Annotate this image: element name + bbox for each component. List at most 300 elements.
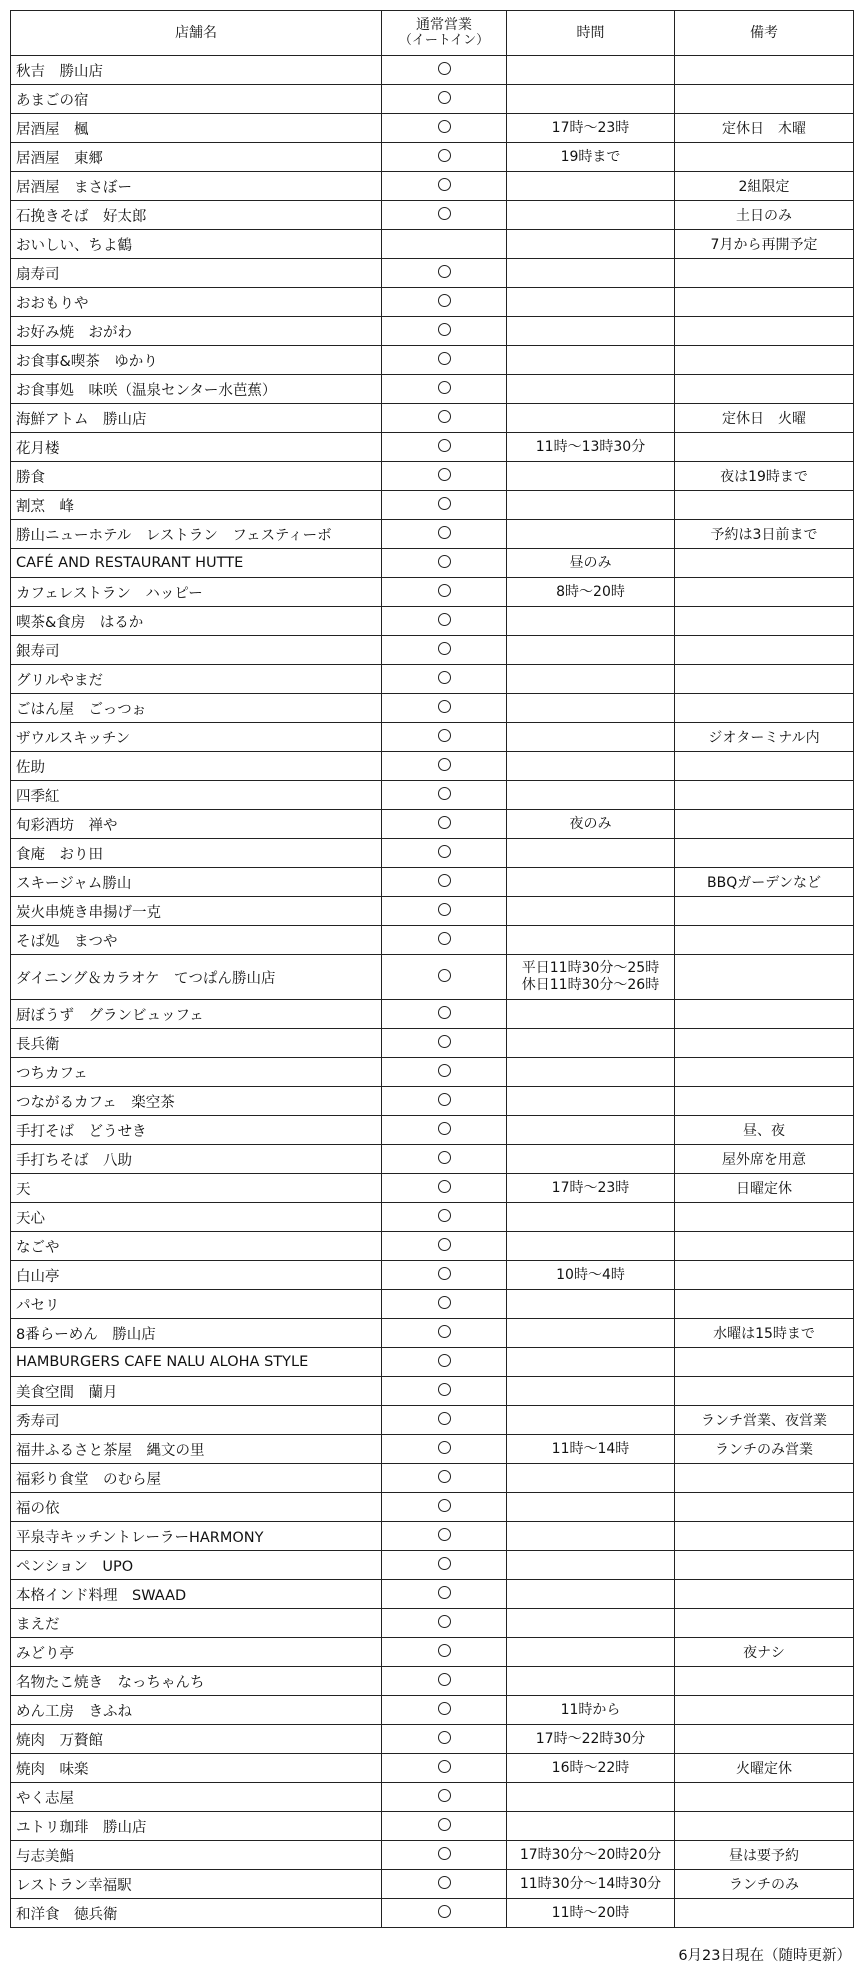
hours-cell	[507, 56, 675, 85]
notes-cell: 予約は3日前まで	[675, 520, 854, 549]
eat-in-status-cell	[382, 433, 507, 462]
eat-in-status-cell	[382, 1464, 507, 1493]
eat-in-status-cell	[382, 955, 507, 1000]
eat-in-status-cell	[382, 578, 507, 607]
store-name-cell: ペンション UPO	[11, 1551, 382, 1580]
open-circle-icon	[438, 497, 451, 510]
open-circle-icon	[438, 1006, 451, 1019]
open-circle-icon	[438, 1818, 451, 1831]
notes-cell	[675, 1203, 854, 1232]
notes-cell	[675, 85, 854, 114]
eat-in-status-cell	[382, 1261, 507, 1290]
store-name-cell: 天	[11, 1174, 382, 1203]
hours-cell	[507, 404, 675, 433]
notes-cell	[675, 694, 854, 723]
eat-in-status-cell	[382, 1232, 507, 1261]
hours-cell	[507, 1058, 675, 1087]
store-name-cell: パセリ	[11, 1290, 382, 1319]
table-row	[11, 230, 854, 259]
eat-in-status-cell	[382, 723, 507, 752]
open-circle-icon	[438, 1035, 451, 1048]
table-row	[11, 1116, 854, 1145]
open-circle-icon	[438, 1876, 451, 1889]
hours-cell	[507, 694, 675, 723]
notes-cell	[675, 1377, 854, 1406]
open-circle-icon	[438, 932, 451, 945]
hours-cell	[507, 1841, 675, 1870]
notes-cell	[675, 1464, 854, 1493]
notes-cell	[675, 1000, 854, 1029]
table-row	[11, 1696, 854, 1725]
hours-cell	[507, 868, 675, 897]
hours-text: 11時から	[560, 1701, 621, 1718]
eat-in-status-cell	[382, 1522, 507, 1551]
hours-text-line2: 休日11時30分〜26時	[521, 977, 660, 993]
hours-cell	[507, 114, 675, 143]
open-circle-icon	[438, 903, 451, 916]
notes-cell	[675, 1580, 854, 1609]
notes-cell	[675, 1899, 854, 1928]
table-row	[11, 897, 854, 926]
store-name-cell: お食事処 味咲（温泉センター水芭蕉）	[11, 375, 382, 404]
open-circle-icon	[438, 526, 451, 539]
table-row	[11, 1319, 854, 1348]
store-name-cell: 手打ちそば 八助	[11, 1145, 382, 1174]
notes-cell: 火曜定休	[675, 1754, 854, 1783]
open-circle-icon	[438, 758, 451, 771]
header-store-name: 店舗名	[11, 11, 382, 56]
open-circle-icon	[438, 1064, 451, 1077]
open-circle-icon	[438, 410, 451, 423]
notes-cell	[675, 317, 854, 346]
hours-cell	[507, 143, 675, 172]
eat-in-status-cell	[382, 636, 507, 665]
table-row	[11, 491, 854, 520]
open-circle-icon	[438, 1789, 451, 1802]
eat-in-status-cell	[382, 114, 507, 143]
eat-in-status-cell	[382, 1812, 507, 1841]
open-circle-icon	[438, 1412, 451, 1425]
notes-cell: 土日のみ	[675, 201, 854, 230]
open-circle-icon	[438, 1673, 451, 1686]
store-name-cell: 勝食	[11, 462, 382, 491]
hours-cell	[507, 897, 675, 926]
notes-cell	[675, 897, 854, 926]
hours-text: 11時30分〜14時30分	[519, 1875, 662, 1892]
hours-cell	[507, 1812, 675, 1841]
table-row	[11, 143, 854, 172]
hours-cell	[507, 230, 675, 259]
notes-cell: 水曜は15時まで	[675, 1319, 854, 1348]
open-circle-icon	[438, 1209, 451, 1222]
store-name-cell: 福井ふるさと茶屋 縄文の里	[11, 1435, 382, 1464]
table-row	[11, 462, 854, 491]
store-name-cell: やく志屋	[11, 1783, 382, 1812]
store-name-cell: まえだ	[11, 1609, 382, 1638]
notes-cell	[675, 955, 854, 1000]
eat-in-status-cell	[382, 259, 507, 288]
notes-cell: ランチのみ営業	[675, 1435, 854, 1464]
table-row	[11, 114, 854, 143]
store-name-cell: 佐助	[11, 752, 382, 781]
notes-cell: ランチのみ	[675, 1870, 854, 1899]
open-circle-icon	[438, 62, 451, 75]
open-circle-icon	[438, 671, 451, 684]
restaurant-list-sheet	[10, 10, 853, 1928]
table-body	[11, 56, 854, 1928]
store-name-cell: ザウルスキッチン	[11, 723, 382, 752]
hours-cell	[507, 926, 675, 955]
hours-cell	[507, 1435, 675, 1464]
open-circle-icon	[438, 439, 451, 452]
table-row	[11, 346, 854, 375]
open-circle-icon	[438, 178, 451, 191]
eat-in-status-cell	[382, 317, 507, 346]
eat-in-status-cell	[382, 1696, 507, 1725]
open-circle-icon	[438, 1151, 451, 1164]
eat-in-status-cell	[382, 230, 507, 259]
notes-cell	[675, 607, 854, 636]
notes-cell	[675, 1290, 854, 1319]
eat-in-status-cell	[382, 404, 507, 433]
eat-in-status-cell	[382, 1290, 507, 1319]
hours-cell	[507, 85, 675, 114]
open-circle-icon	[438, 1093, 451, 1106]
eat-in-status-cell	[382, 172, 507, 201]
eat-in-status-cell	[382, 1174, 507, 1203]
eat-in-status-cell	[382, 1493, 507, 1522]
store-name-cell: 旬彩酒坊 禅や	[11, 810, 382, 839]
store-name-cell: 手打そば どうせき	[11, 1116, 382, 1145]
eat-in-status-cell	[382, 1087, 507, 1116]
eat-in-status-cell	[382, 56, 507, 85]
table-row	[11, 1870, 854, 1899]
hours-cell	[507, 607, 675, 636]
hours-cell	[507, 1116, 675, 1145]
eat-in-status-cell	[382, 143, 507, 172]
table-row	[11, 868, 854, 897]
notes-cell	[675, 1522, 854, 1551]
eat-in-status-cell	[382, 1667, 507, 1696]
open-circle-icon	[438, 352, 451, 365]
table-row	[11, 694, 854, 723]
table-row	[11, 636, 854, 665]
eat-in-status-cell	[382, 665, 507, 694]
store-name-cell: ごはん屋 ごっつぉ	[11, 694, 382, 723]
hours-cell	[507, 346, 675, 375]
hours-cell	[507, 462, 675, 491]
hours-cell	[507, 1667, 675, 1696]
open-circle-icon	[438, 91, 451, 104]
hours-cell	[507, 955, 675, 1000]
open-circle-icon	[438, 845, 451, 858]
store-name-cell: CAFÉ AND RESTAURANT HUTTE	[11, 549, 382, 578]
notes-cell: 2組限定	[675, 172, 854, 201]
notes-cell	[675, 1812, 854, 1841]
hours-text: 16時〜22時	[551, 1759, 630, 1776]
hours-cell	[507, 375, 675, 404]
eat-in-status-cell	[382, 549, 507, 578]
table-row	[11, 1377, 854, 1406]
notes-cell	[675, 549, 854, 578]
hours-text: 8時〜20時	[556, 583, 625, 600]
store-name-cell: 居酒屋 まさぼー	[11, 172, 382, 201]
open-circle-icon	[438, 1470, 451, 1483]
store-name-cell: グリルやまだ	[11, 665, 382, 694]
open-circle-icon	[438, 381, 451, 394]
table-row	[11, 1000, 854, 1029]
hours-text: 平日11時30分〜25時	[521, 960, 660, 976]
notes-cell	[675, 636, 854, 665]
eat-in-status-cell	[382, 1783, 507, 1812]
notes-cell	[675, 491, 854, 520]
table-row	[11, 723, 854, 752]
hours-cell	[507, 1348, 675, 1377]
table-row	[11, 404, 854, 433]
store-name-cell: ダイニング＆カラオケ てつぱん勝山店	[11, 955, 382, 1000]
open-circle-icon	[438, 969, 451, 982]
hours-cell	[507, 1580, 675, 1609]
hours-text: 11時〜13時30分	[535, 438, 646, 455]
hours-cell	[507, 1551, 675, 1580]
table-row	[11, 1580, 854, 1609]
notes-cell	[675, 259, 854, 288]
notes-cell	[675, 665, 854, 694]
table-row	[11, 607, 854, 636]
header-row	[11, 11, 854, 56]
notes-cell	[675, 1087, 854, 1116]
table-row	[11, 1551, 854, 1580]
notes-cell	[675, 1348, 854, 1377]
open-circle-icon	[438, 1615, 451, 1628]
table-row	[11, 781, 854, 810]
notes-cell	[675, 375, 854, 404]
open-circle-icon	[438, 1180, 451, 1193]
table-row	[11, 172, 854, 201]
hours-cell	[507, 491, 675, 520]
open-circle-icon	[438, 1238, 451, 1251]
store-name-cell: 焼肉 味楽	[11, 1754, 382, 1783]
notes-cell	[675, 578, 854, 607]
store-name-cell: 与志美鮨	[11, 1841, 382, 1870]
open-circle-icon	[438, 1383, 451, 1396]
table-row	[11, 1203, 854, 1232]
table-row	[11, 375, 854, 404]
store-name-cell: 海鮮アトム 勝山店	[11, 404, 382, 433]
hours-cell	[507, 1029, 675, 1058]
open-circle-icon	[438, 149, 451, 162]
open-circle-icon	[438, 874, 451, 887]
notes-cell: BBQガーデンなど	[675, 868, 854, 897]
eat-in-status-cell	[382, 1203, 507, 1232]
hours-cell	[507, 1609, 675, 1638]
hours-cell	[507, 1899, 675, 1928]
notes-cell: 昼は要予約	[675, 1841, 854, 1870]
table-row	[11, 1754, 854, 1783]
open-circle-icon	[438, 1557, 451, 1570]
table-row	[11, 1667, 854, 1696]
notes-cell	[675, 1696, 854, 1725]
store-name-cell: 四季紅	[11, 781, 382, 810]
hours-cell	[507, 549, 675, 578]
notes-cell	[675, 1551, 854, 1580]
open-circle-icon	[438, 1354, 451, 1367]
table-row	[11, 1609, 854, 1638]
table-row	[11, 259, 854, 288]
eat-in-status-cell	[382, 520, 507, 549]
open-circle-icon	[438, 816, 451, 829]
table-row	[11, 1783, 854, 1812]
notes-cell: ランチ営業、夜営業	[675, 1406, 854, 1435]
store-name-cell: おおもりや	[11, 288, 382, 317]
hours-text: 19時まで	[560, 148, 621, 165]
table-row	[11, 1841, 854, 1870]
table-row	[11, 1435, 854, 1464]
eat-in-status-cell	[382, 1638, 507, 1667]
store-name-cell: 白山亭	[11, 1261, 382, 1290]
open-circle-icon	[438, 1760, 451, 1773]
table-row	[11, 955, 854, 1000]
notes-cell	[675, 143, 854, 172]
notes-cell: 7月から再開予定	[675, 230, 854, 259]
open-circle-icon	[438, 1267, 451, 1280]
table-row	[11, 520, 854, 549]
table-row	[11, 578, 854, 607]
notes-cell	[675, 1493, 854, 1522]
store-name-cell: 秀寿司	[11, 1406, 382, 1435]
table-row	[11, 201, 854, 230]
notes-cell: 定休日 木曜	[675, 114, 854, 143]
hours-cell	[507, 1087, 675, 1116]
table-row	[11, 665, 854, 694]
open-circle-icon	[438, 1528, 451, 1541]
notes-cell	[675, 1029, 854, 1058]
table-row	[11, 1638, 854, 1667]
table-row	[11, 1290, 854, 1319]
table-row	[11, 752, 854, 781]
notes-cell	[675, 926, 854, 955]
table-row	[11, 288, 854, 317]
open-circle-icon	[438, 1644, 451, 1657]
hours-cell	[507, 1000, 675, 1029]
eat-in-status-cell	[382, 1406, 507, 1435]
hours-cell	[507, 1725, 675, 1754]
store-name-cell: つちカフェ	[11, 1058, 382, 1087]
store-name-cell: 福彩り食堂 のむら屋	[11, 1464, 382, 1493]
store-name-cell: 焼肉 万贅館	[11, 1725, 382, 1754]
eat-in-status-cell	[382, 288, 507, 317]
open-circle-icon	[438, 1499, 451, 1512]
hours-cell	[507, 781, 675, 810]
table-row	[11, 1493, 854, 1522]
header-normal-business-line2: （イートイン）	[398, 33, 490, 48]
hours-cell	[507, 578, 675, 607]
eat-in-status-cell	[382, 491, 507, 520]
eat-in-status-cell	[382, 1870, 507, 1899]
eat-in-status-cell	[382, 1725, 507, 1754]
open-circle-icon	[438, 613, 451, 626]
hours-text: 11時〜20時	[551, 1904, 630, 1921]
hours-cell	[507, 1174, 675, 1203]
eat-in-status-cell	[382, 607, 507, 636]
table-row	[11, 317, 854, 346]
eat-in-status-cell	[382, 201, 507, 230]
eat-in-status-cell	[382, 1116, 507, 1145]
store-name-cell: レストラン幸福駅	[11, 1870, 382, 1899]
store-name-cell: 扇寿司	[11, 259, 382, 288]
open-circle-icon	[438, 729, 451, 742]
eat-in-status-cell	[382, 694, 507, 723]
table-row	[11, 1899, 854, 1928]
notes-cell	[675, 433, 854, 462]
open-circle-icon	[438, 265, 451, 278]
hours-cell	[507, 1261, 675, 1290]
eat-in-status-cell	[382, 1348, 507, 1377]
eat-in-status-cell	[382, 1029, 507, 1058]
hours-cell	[507, 1406, 675, 1435]
eat-in-status-cell	[382, 810, 507, 839]
store-name-cell: 福の依	[11, 1493, 382, 1522]
notes-cell	[675, 1609, 854, 1638]
store-name-cell: 平泉寺キッチントレーラーHARMONY	[11, 1522, 382, 1551]
store-name-cell: お好み焼 おがわ	[11, 317, 382, 346]
table-row	[11, 1174, 854, 1203]
store-name-cell: 花月楼	[11, 433, 382, 462]
eat-in-status-cell	[382, 1145, 507, 1174]
hours-text: 17時30分〜20時20分	[519, 1846, 662, 1863]
eat-in-status-cell	[382, 85, 507, 114]
table-row	[11, 926, 854, 955]
eat-in-status-cell	[382, 1754, 507, 1783]
hours-cell	[507, 1870, 675, 1899]
eat-in-status-cell	[382, 897, 507, 926]
open-circle-icon	[438, 1325, 451, 1338]
store-name-cell: 美食空間 蘭月	[11, 1377, 382, 1406]
hours-text: 17時〜22時30分	[535, 1730, 646, 1747]
table-row	[11, 1348, 854, 1377]
hours-cell	[507, 810, 675, 839]
store-name-cell: 割烹 峰	[11, 491, 382, 520]
store-name-cell: スキージャム勝山	[11, 868, 382, 897]
hours-cell	[507, 1754, 675, 1783]
open-circle-icon	[438, 1731, 451, 1744]
hours-cell	[507, 1290, 675, 1319]
hours-text: 昼のみ	[569, 554, 612, 571]
notes-cell	[675, 1261, 854, 1290]
hours-cell	[507, 433, 675, 462]
open-circle-icon	[438, 1441, 451, 1454]
eat-in-status-cell	[382, 1841, 507, 1870]
table-row	[11, 1058, 854, 1087]
store-name-cell: カフェレストラン ハッピー	[11, 578, 382, 607]
notes-cell	[675, 56, 854, 85]
eat-in-status-cell	[382, 1609, 507, 1638]
store-name-cell: あまごの宿	[11, 85, 382, 114]
notes-cell	[675, 752, 854, 781]
store-name-cell: 長兵衛	[11, 1029, 382, 1058]
store-name-cell: 喫茶&食房 はるか	[11, 607, 382, 636]
table-row	[11, 1261, 854, 1290]
open-circle-icon	[438, 1586, 451, 1599]
table-row	[11, 1145, 854, 1174]
hours-cell	[507, 1145, 675, 1174]
hours-cell	[507, 1638, 675, 1667]
hours-text: 17時〜23時	[551, 119, 630, 136]
notes-cell	[675, 839, 854, 868]
store-name-cell: みどり亭	[11, 1638, 382, 1667]
eat-in-status-cell	[382, 1580, 507, 1609]
table-row	[11, 1232, 854, 1261]
